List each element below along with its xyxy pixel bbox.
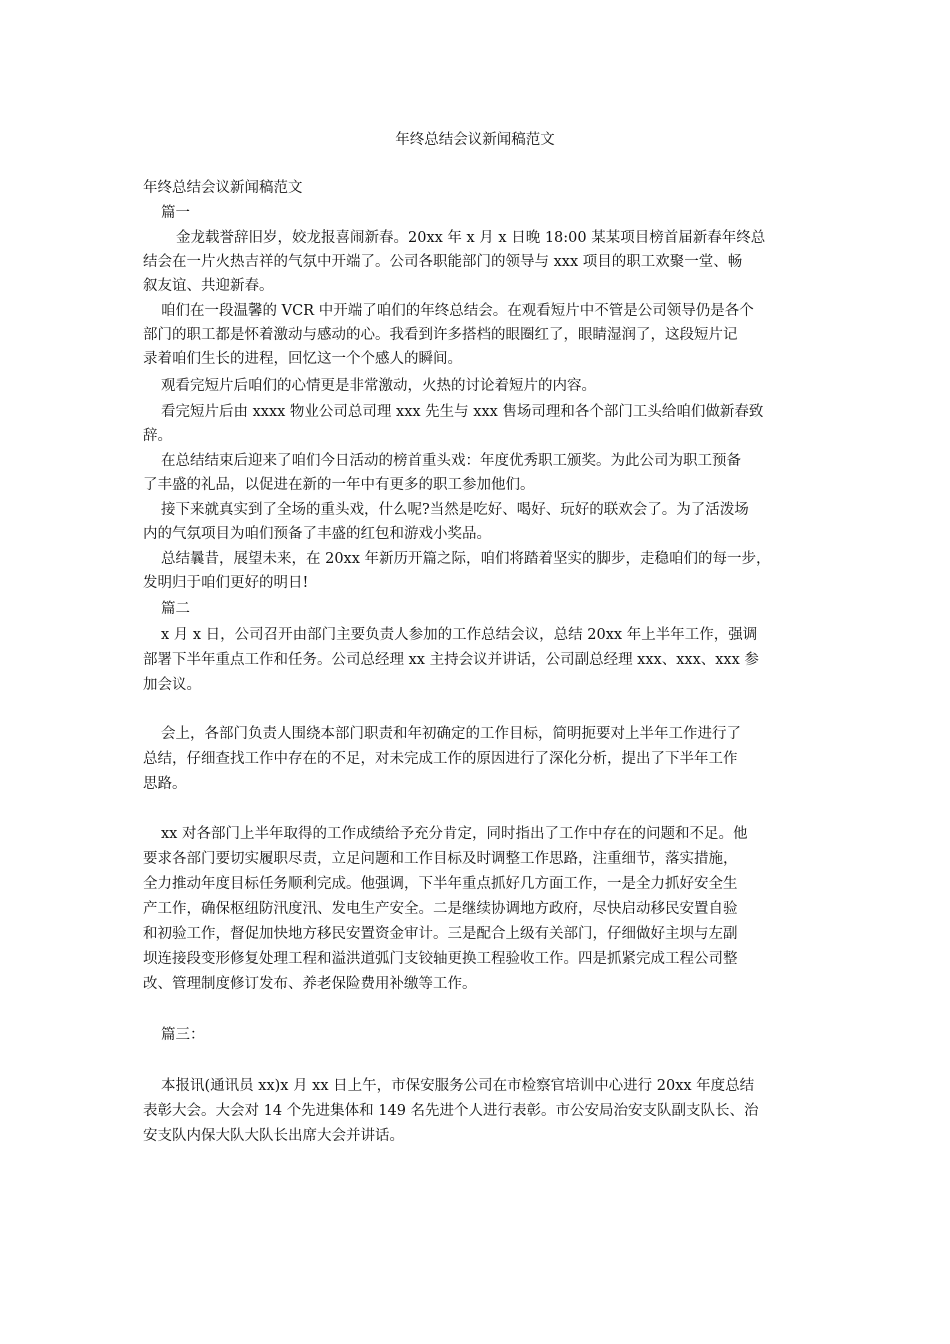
paragraph-line: 表彰大会。大会对 14 个先进集体和 149 名先进个人进行表彰。市公安局治安支队副支队长、治 bbox=[143, 1103, 759, 1119]
paragraph-line: 产工作，确保枢纽防汛度汛、发电生产安全。二是继续协调地方政府，尽快启动移民安置自验 bbox=[143, 901, 738, 917]
paragraph-line: 接下来就真实到了全场的重头戏，什么呢?当然是吃好、喝好、玩好的联欢会了。为了活泼场 bbox=[161, 502, 749, 518]
paragraph-line: 录着咱们生长的进程，回忆这一个个感人的瞬间。 bbox=[143, 351, 462, 367]
paragraph-line: 部署下半年重点工作和任务。公司总经理 xx 主持会议并讲话，公司副总经理 xxx、xxx、xxx 参 bbox=[143, 652, 759, 668]
paragraph-line: 内的气氛项目为咱们预备了丰盛的红包和游戏小奖品。 bbox=[143, 526, 491, 542]
paragraph-line: 加会议。 bbox=[143, 677, 201, 693]
paragraph-line: 观看完短片后咱们的心情更是非常激动，火热的讨论着短片的内容。 bbox=[161, 378, 596, 394]
paragraph-line: 了丰盛的礼品，以促进在新的一年中有更多的职工参加他们。 bbox=[143, 477, 535, 493]
section-label-2: 篇二 bbox=[161, 601, 190, 617]
paragraph-line: 辞。 bbox=[143, 428, 172, 444]
document-title: 年终总结会议新闻稿范文 bbox=[395, 132, 555, 148]
section-label-1: 篇一 bbox=[161, 205, 190, 221]
paragraph-line: 和初验工作，督促加快地方移民安置资金审计。三是配合上级有关部门，仔细做好主坝与左副 bbox=[143, 926, 738, 942]
paragraph-line: 思路。 bbox=[143, 776, 187, 792]
paragraph-line: 发明归于咱们更好的明日! bbox=[143, 575, 309, 591]
paragraph-line: x 月 x 日，公司召开由部门主要负责人参加的工作总结会议，总结 20xx 年上半年工作，强调 bbox=[161, 627, 758, 643]
paragraph-line: 部门的职工都是怀着激动与感动的心。我看到许多搭档的眼圈红了，眼睛湿润了，这段短片记 bbox=[143, 327, 738, 343]
paragraph-line: 叙友谊、共迎新春。 bbox=[143, 278, 274, 294]
paragraph-line: 总结，仔细查找工作中存在的不足，对未完成工作的原因进行了深化分析，提出了下半年工作 bbox=[143, 751, 738, 767]
paragraph-line: 坝连接段变形修复处理工程和溢洪道弧门支铰轴更换工程验收工作。四是抓紧完成工程公司整 bbox=[143, 951, 738, 967]
paragraph-line: xx 对各部门上半年取得的工作成绩给予充分肯定，同时指出了工作中存在的问题和不足。他 bbox=[161, 826, 748, 842]
paragraph-line: 改、管理制度修订发布、养老保险费用补缴等工作。 bbox=[143, 976, 477, 992]
paragraph-line: 要求各部门要切实履职尽责，立足问题和工作目标及时调整工作思路，注重细节，落实措施， bbox=[143, 851, 738, 867]
paragraph-line: 在总结结束后迎来了咱们今日活动的榜首重头戏：年度优秀职工颁奖。为此公司为职工预备 bbox=[161, 453, 741, 469]
paragraph-line: 结会在一片火热吉祥的气氛中开端了。公司各职能部门的领导与 xxx 项目的职工欢聚一堂、畅 bbox=[143, 254, 743, 270]
paragraph-line: 全力推动年度目标任务顺利完成。他强调，下半年重点抓好几方面工作，一是全力抓好安全生 bbox=[143, 876, 738, 892]
document-heading: 年终总结会议新闻稿范文 bbox=[143, 180, 303, 196]
paragraph-line: 咱们在一段温馨的 VCR 中开端了咱们的年终总结会。在观看短片中不管是公司领导仍是各个 bbox=[161, 303, 754, 319]
paragraph-line: 本报讯(通讯员 xx)x 月 xx 日上午，市保安服务公司在市检察官培训中心进行 20xx 年度总结 bbox=[161, 1078, 755, 1094]
section-label-3: 篇三： bbox=[161, 1027, 205, 1043]
paragraph-line: 看完短片后由 xxxx 物业公司总司理 xxx 先生与 xxx 售场司理和各个部门工头给咱们做新春致 bbox=[161, 404, 764, 420]
paragraph-line: 金龙载誉辞旧岁，姣龙报喜闹新春。20xx 年 x 月 x 日晚 18:00 某某项目榜首届新春年终总 bbox=[176, 230, 766, 246]
paragraph-line: 总结曩昔，展望未来，在 20xx 年新历开篇之际，咱们将踏着坚实的脚步，走稳咱们的每一步， bbox=[161, 551, 771, 567]
paragraph-line: 安支队内保大队大队长出席大会并讲话。 bbox=[143, 1128, 404, 1144]
paragraph-line: 会上，各部门负责人围绕本部门职责和年初确定的工作目标，简明扼要对上半年工作进行了 bbox=[161, 726, 741, 742]
